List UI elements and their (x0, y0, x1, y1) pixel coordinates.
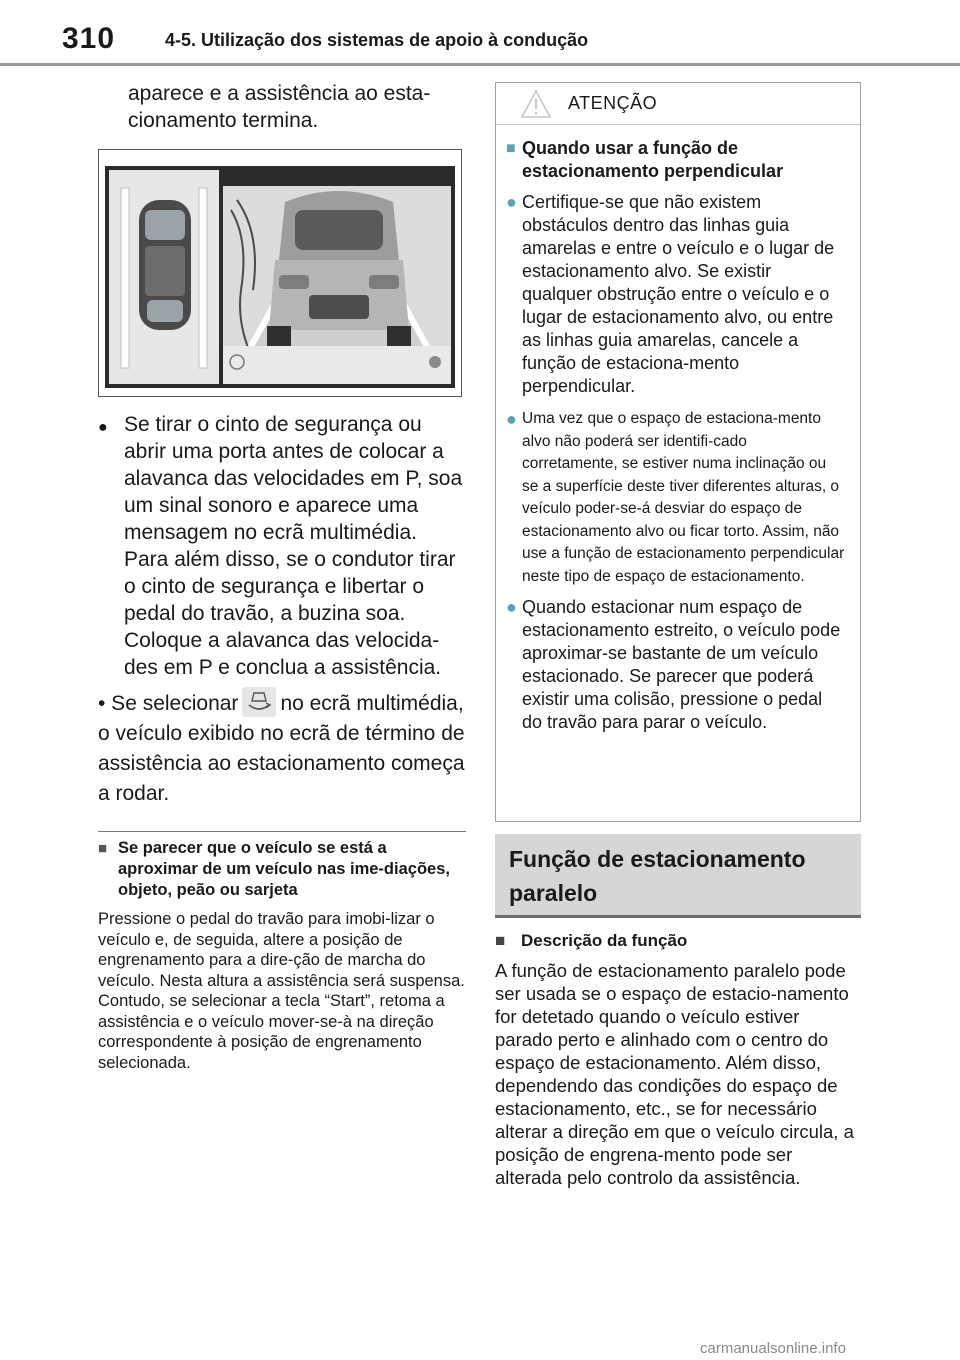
right-lower-column (495, 930, 861, 1189)
sub-item-text-before: • Se selecionar (98, 692, 239, 715)
function-description-body: A função de estacionamento paralelo pode ser usada se o espaço de estacio-namento for detetado quando o veículo estiver parado perto e alinhado com o centro do espaço de estacionamento. Além disso, dependendo das condições do espaço de estacionamento, etc., se for necessário alterar a direção em que o veículo circula, a posição de engrena-mento pode ser alterada pelo controlo da assistência. (495, 960, 854, 1188)
bullet-item (98, 411, 466, 681)
parking-screen-image (99, 150, 461, 396)
bullet-icon: ● (506, 597, 517, 617)
subsection-heading (98, 838, 466, 901)
warning-item (506, 596, 846, 734)
section-title: Função de estacionamento paralelo (495, 834, 861, 918)
bullet-text: Se tirar o cinto de segurança ou abrir uma porta antes de colocar a alavanca das velocidades em P, soa um sinal sonoro e aparece uma mensagem no ecrã multimédia. Para além disso, se o condutor tirar o cinto de segurança e libertar o pedal do travão, a buzina soa. Coloque a alavanca das velocida-des em P e conclua a assistência. (124, 413, 463, 679)
warning-item-text: Quando estacionar num espaço de estacionamento estreito, o veículo pode aproximar-se bastante de um veículo estacionado. Se parecer que poderá existir uma colisão, pressione o pedal do travão para parar o veículo. (522, 597, 841, 732)
warning-item-text: Certifique-se que não existem obstáculos dentro das linhas guia amarelas e entre o veículo e o lugar de estacionamento alvo. Se existir qualquer obstrução entre o veículo e o lugar de estacionamento alvo, ou entre as linhas guia amarelas, cancele a função de estaciona-mento perpendicular. (522, 192, 835, 396)
warning-title: ATENÇÃO (568, 93, 658, 113)
watermark-text: carmanualsonline.info (700, 1340, 846, 1357)
continuation-text: aparece e a assistência ao esta-cionamento termina. (128, 82, 431, 132)
header-divider (0, 63, 960, 66)
warning-item (506, 408, 846, 588)
warning-triangle-icon (520, 89, 552, 119)
warning-subheading-text: Quando usar a função de estacionamento perpendicular (522, 138, 784, 181)
square-bullet-icon: ■ (98, 840, 108, 858)
bullet-icon: ● (98, 419, 108, 436)
warning-box (495, 82, 861, 822)
bullet-icon: ● (506, 409, 517, 429)
subsection-body: Pressione o pedal do travão para imobi-lizar o veículo e, de seguida, altere a posição de engrenamento para a dire-ção de marcha do veículo. Nesta altura a assistência será suspensa. Contudo, se selecionar a tecla “Start”, retoma a assistência e o veículo mover-se-à na direção correspondente à posição de engrenamento selecionada. (98, 910, 465, 1072)
warning-item (506, 191, 846, 398)
square-bullet-icon: ■ (506, 140, 516, 157)
warning-item-text: Uma vez que o espaço de estaciona-mento alvo não poderá ser identifi-cado corretamente, se estiver numa inclinação ou se a superfície deste tiver diferentes alturas, o veículo poder-se-á desviar do espaço de estacionamento alvo ou ficar torto. Assim, não use a função de estacionamento perpendicular neste tipo de espaço de estacionamento. (522, 410, 845, 585)
sub-item-text-after: no ecrã multimédia, o veículo exibido no ecrã de término de assistência ao estacionamento começa a rodar. (98, 692, 465, 806)
sub-item (98, 689, 466, 809)
parking-assist-screen-illustration (98, 149, 462, 397)
square-bullet-icon: ■ (495, 931, 506, 950)
warning-body (496, 125, 860, 734)
rotate-vehicle-icon (242, 687, 276, 717)
function-description-heading (495, 930, 861, 952)
bullet-icon: ● (506, 192, 517, 212)
chapter-title: 4-5. Utilização dos sistemas de apoio à condução (165, 30, 589, 50)
subsection-divider (98, 831, 466, 832)
page-number: 310 (62, 22, 116, 55)
subsection-heading-text: Se parecer que o veículo se está a aproximar de um veículo nas ime-diações, objeto, peão ou sarjeta (118, 839, 450, 900)
warning-header (496, 83, 860, 125)
page-header (0, 0, 960, 70)
warning-subheading (506, 137, 846, 183)
left-column (98, 80, 466, 1073)
function-description-heading-text: Descrição da função (521, 931, 688, 950)
